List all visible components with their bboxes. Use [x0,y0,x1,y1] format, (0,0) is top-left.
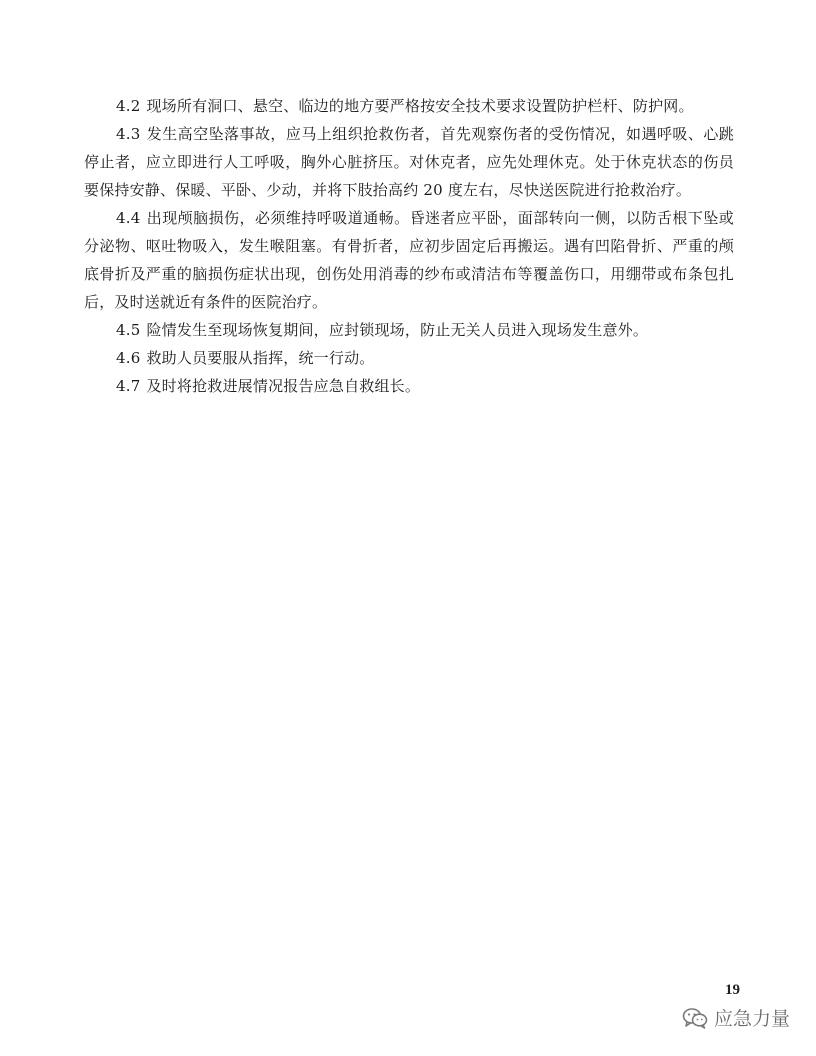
paragraph-number: 4.6 [116,349,141,367]
paragraph-text: 出现颅脑损伤，必须维持呼吸道通畅。昏迷者应平卧，面部转向一侧，以防舌根下坠或分泌物、呕吐物吸入，发生喉阻塞。有骨折者，应初步固定后再搬运。遇有凹陷骨折、严重的颅底骨折及严重的脑损伤症状出现，创伤处用消毒的纱布或清洁布等覆盖伤口，用绷带或布条包扎后，及时送就近有条件的医院治疗。 [84,209,734,311]
paragraph-text: 及时将抢救进展情况报告应急自救组长。 [146,377,421,395]
paragraph-text: 发生高空坠落事故，应马上组织抢救伤者，首先观察伤者的受伤情况，如遇呼吸、心跳停止者，应立即进行人工呼吸，胸外心脏挤压。对休克者，应先处理休克。处于休克状态的伤员要保持安静、保暖、平卧、少动，并将下肢抬高约 20 度左右，尽快送医院进行抢救治疗。 [84,125,734,199]
paragraph-number: 4.7 [116,377,141,395]
paragraph-4-2 [84,92,734,120]
paragraph-number: 4.2 [116,97,141,115]
paragraph-text: 险情发生至现场恢复期间，应封锁现场，防止无关人员进入现场发生意外。 [146,321,649,339]
paragraph-4-7 [84,372,734,400]
wechat-watermark [682,1004,790,1031]
paragraph-4-4 [84,204,734,316]
paragraph-4-6 [84,344,734,372]
document-body [84,92,734,400]
paragraph-text: 救助人员要服从指挥，统一行动。 [146,349,375,367]
page-number: 19 [725,982,740,998]
paragraph-number: 4.3 [116,125,141,143]
paragraph-number: 4.5 [116,321,141,339]
paragraph-number: 4.4 [116,209,141,227]
paragraph-text: 现场所有洞口、悬空、临边的地方要严格按安全技术要求设置防护栏杆、防护网。 [146,97,694,115]
paragraph-4-5 [84,316,734,344]
wechat-icon [682,1007,708,1029]
paragraph-4-3 [84,120,734,204]
watermark-text: 应急力量 [713,1008,790,1030]
